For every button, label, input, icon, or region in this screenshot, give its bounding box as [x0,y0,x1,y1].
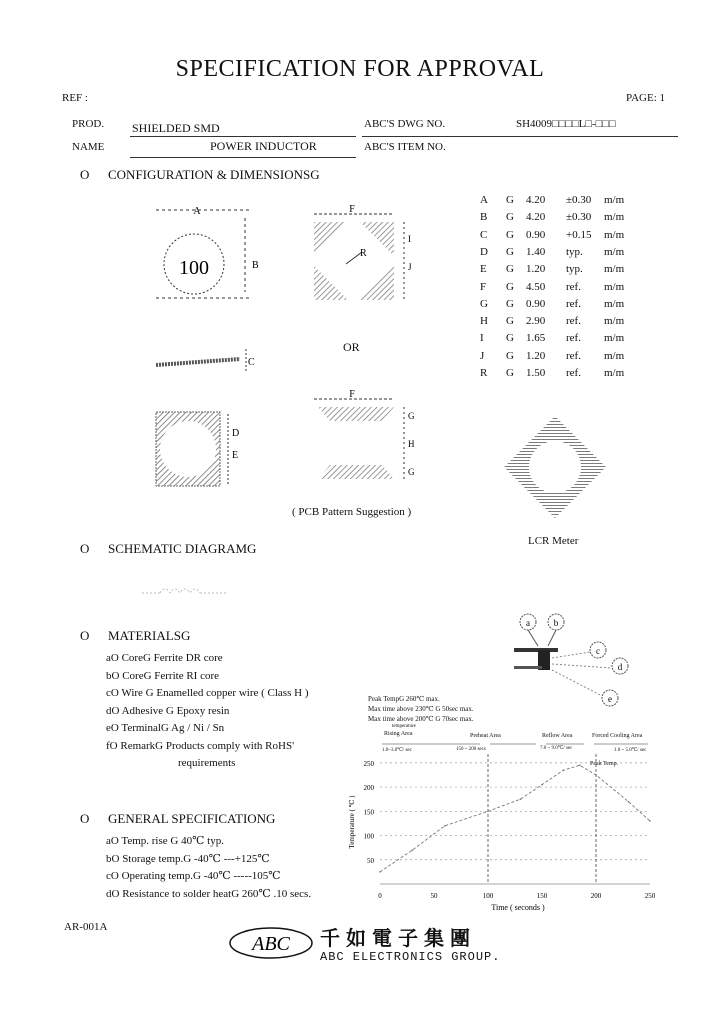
profile-point [579,764,581,766]
dimension-tol: ref. [566,349,581,362]
dimension-value: 0.90 [526,297,546,310]
dimension-letter: F [480,280,487,293]
dimension-letter: E [480,263,487,276]
company-name-cn: 千如電子集團 [320,926,476,950]
dimension-value: 1.20 [526,349,546,362]
dimension-value: 0.90 [526,228,546,241]
dim-label-g-top: G [408,411,415,421]
dimension-value: 2.90 [526,315,546,328]
cross-section-drawing [508,612,638,702]
material-item: eO TerminalG Ag / Ni / Sn [106,722,225,734]
x-tick-label: 50 [430,892,438,900]
reflow-notes [368,694,474,724]
dimension-sep: G [506,332,514,345]
dimension-letter: G [480,297,488,310]
material-item: fO RemarkG Products comply with RoHS' [106,739,295,752]
profile-point [379,871,381,873]
ref-label: REF : [62,92,88,104]
radius-view-drawing [308,200,418,310]
material-item: aO CoreG Ferrite DR core [106,652,223,664]
material-item: bO CoreG Ferrite RI core [106,669,220,682]
lcr-caption: LCR Meter [528,535,579,547]
dimension-value: 1.65 [526,332,546,345]
callout-b: b [553,618,559,628]
logo-mark: ABC [252,933,290,955]
x-axis-label: Time ( seconds ) [491,903,545,912]
x-tick-label: 0 [378,892,382,900]
dimension-letter: C [480,228,488,241]
section-config-title: CONFIGURATION & DIMENSIONSG [108,167,320,182]
dimension-unit: m/m [604,245,625,258]
dimension-unit: m/m [604,297,625,310]
dimension-unit: m/m [604,211,625,224]
profile-point [595,774,597,776]
callout-a: a [526,618,530,628]
dimension-letter: A [480,194,488,206]
prod-underline-1 [130,136,356,137]
reflow-note-3: Max time above 200℃ G 70sec max. [368,715,474,723]
rate-reflow: 7.0 ~ 9.0℃/ sec [540,746,573,751]
dimension-tol: ref. [566,332,581,345]
zone-preheat: Preheat Area [470,733,501,739]
bullet-materials: O [80,628,90,643]
dimension-value: 1.50 [526,367,546,379]
item-label: ABC'S ITEM NO. [364,141,446,153]
dimension-tol: ref. [566,280,581,293]
page-title: SPECIFICATION FOR APPROVAL [175,56,545,82]
y-tick-label: 150 [363,808,374,817]
dimension-sep: G [506,263,514,276]
dimension-letter: B [480,211,488,224]
lcr-meter-drawing [500,412,610,522]
dimension-sep: G [506,297,514,310]
or-label: OR [343,340,360,354]
dimension-value: 1.20 [526,263,546,276]
y-axis-label: Temperature ( ℃ ) [348,795,356,849]
dimension-unit: m/m [604,228,625,241]
dimension-letter: D [480,245,488,258]
company-logo [228,926,314,960]
pcb-caption: ( PCB Pattern Suggestion ) [292,506,412,518]
dim-label-c: C [248,357,255,368]
dim-label-j: J [408,262,412,272]
logo-oval [228,926,314,960]
dimension-letter: R [480,367,488,379]
profile-point [541,784,543,786]
bullet-config: O [80,167,90,182]
zone-cooling: Forced Cooling Area [592,733,643,739]
prod-underline-2 [130,157,356,158]
y-tick-label: 50 [367,856,374,865]
zone-small-label: temperature [392,724,416,729]
general-spec-item: cO Operating temp.G -40℃ -----105℃ [106,870,281,882]
dimension-unit: m/m [604,315,625,328]
profile-point [520,798,522,800]
dim-label-i: I [408,234,411,244]
dimension-tol: ±0.30 [566,194,592,206]
dwg-label: ABC'S DWG NO. [364,118,446,130]
callout-e: e [608,694,612,704]
dimension-sep: G [506,349,514,362]
schematic-drawing [140,586,230,600]
general-spec-item: dO Resistance to solder heatG 260℃ .10 secs. [106,887,312,900]
dimension-tol: ref. [566,315,581,328]
general-spec-item: bO Storage temp.G -40℃ ---+125℃ [106,852,270,865]
zone-arrows [376,739,656,749]
dimension-sep: G [506,228,514,241]
dim-label-r: R [360,248,367,259]
material-item: requirements [178,757,236,769]
dimension-unit: m/m [604,280,625,293]
profile-point [412,849,414,851]
y-tick-label: 250 [363,759,374,768]
dim-label-h: H [408,439,415,449]
dimension-value: 4.50 [526,280,546,293]
dimension-sep: G [506,245,514,258]
dim-label-b: B [252,260,259,271]
peak-temp-label: Peak Temp. [590,761,619,767]
dim-label-a: A [193,206,201,217]
dimension-tol: ref. [566,367,581,379]
name-label: NAME [72,141,105,153]
dim-label-f-top: F [349,204,355,215]
form-number: AR-001A [64,921,108,933]
dwg-underline [362,136,678,137]
dimension-value: 1.40 [526,245,546,258]
dimension-value: 4.20 [526,211,546,224]
dimension-unit: m/m [604,194,625,206]
dim-label-f-pcb: F [349,389,355,400]
x-tick-label: 100 [482,892,494,900]
y-tick-label: 100 [363,832,374,841]
dimension-unit: m/m [604,263,625,276]
profile-line [380,765,650,872]
material-item: cO Wire G Enamelled copper wire ( Class H ) [106,687,309,699]
callout-d: d [617,662,623,672]
page-number: PAGE: 1 [626,92,666,104]
dimension-tol: ±0.30 [566,211,592,224]
prod-value-2: POWER INDUCTOR [210,139,317,153]
callout-c: c [596,646,600,656]
dimension-unit: m/m [604,349,625,362]
section-schematic-title: SCHEMATIC DIAGRAMG [108,541,257,556]
bullet-general: O [80,811,90,826]
dimension-tol: ref. [566,297,581,310]
part-marking: 100 [179,257,209,279]
material-item: dO Adhesive G Epoxy resin [106,704,230,717]
dimension-sep: G [506,211,514,224]
dimension-letter: H [480,315,488,328]
rate-cooling: 1.0 ~ 5.0℃/ sec [614,748,647,753]
reflow-note-2: Max time above 230℃ G 50sec max. [368,705,474,713]
general-spec-item: aO Temp. rise G 40℃ typ. [106,835,224,847]
profile-point [487,811,489,813]
dimension-unit: m/m [604,332,625,345]
section-general-title: GENERAL SPECIFICATIONG [108,811,276,826]
reflow-note-1: Peak TempG 260℃ max. [368,695,440,703]
x-tick-label: 150 [536,892,548,900]
dimension-sep: G [506,194,514,206]
y-tick-label: 200 [363,784,374,793]
dimension-sep: G [506,315,514,328]
dim-label-d: D [232,428,240,439]
zone-reflow: Reflow Area [542,733,573,739]
rate-rising: 1.0~3.0℃/ sec [382,748,412,753]
reflow-chart [340,752,670,912]
side-view-drawing [150,345,270,375]
dimension-letter: J [480,349,485,362]
x-tick-label: 250 [644,892,656,900]
rate-preheat: 150 ~ 200 secs [456,747,486,752]
dim-label-e: E [232,450,239,461]
prod-value-1: SHIELDED SMD [132,121,220,135]
dimension-letter: I [480,332,484,345]
dimension-tol: typ. [566,245,583,258]
zone-rising: Rising Area [384,731,413,737]
bottom-view-drawing [150,408,260,498]
profile-point [628,801,630,803]
dimension-sep: G [506,367,514,379]
dim-label-g-bottom: G [408,467,415,477]
dimension-tol: +0.15 [566,228,592,241]
dimension-unit: m/m [604,367,625,379]
bullet-schematic: O [80,541,90,556]
prod-label: PROD. [72,118,105,130]
x-tick-label: 200 [590,892,602,900]
company-name-en: ABC ELECTRONICS GROUP. [320,950,501,964]
dimension-value: 4.20 [526,194,546,206]
profile-point [649,820,651,822]
top-view-drawing [150,200,280,300]
profile-point [563,769,565,771]
pcb-pattern-drawing [308,385,418,485]
profile-point [444,825,446,827]
dimension-sep: G [506,280,514,293]
section-materials-title: MATERIALSG [108,628,191,643]
dimension-tol: typ. [566,263,583,276]
dwg-value: SH4009□□□□L□-□□□ [516,118,616,130]
